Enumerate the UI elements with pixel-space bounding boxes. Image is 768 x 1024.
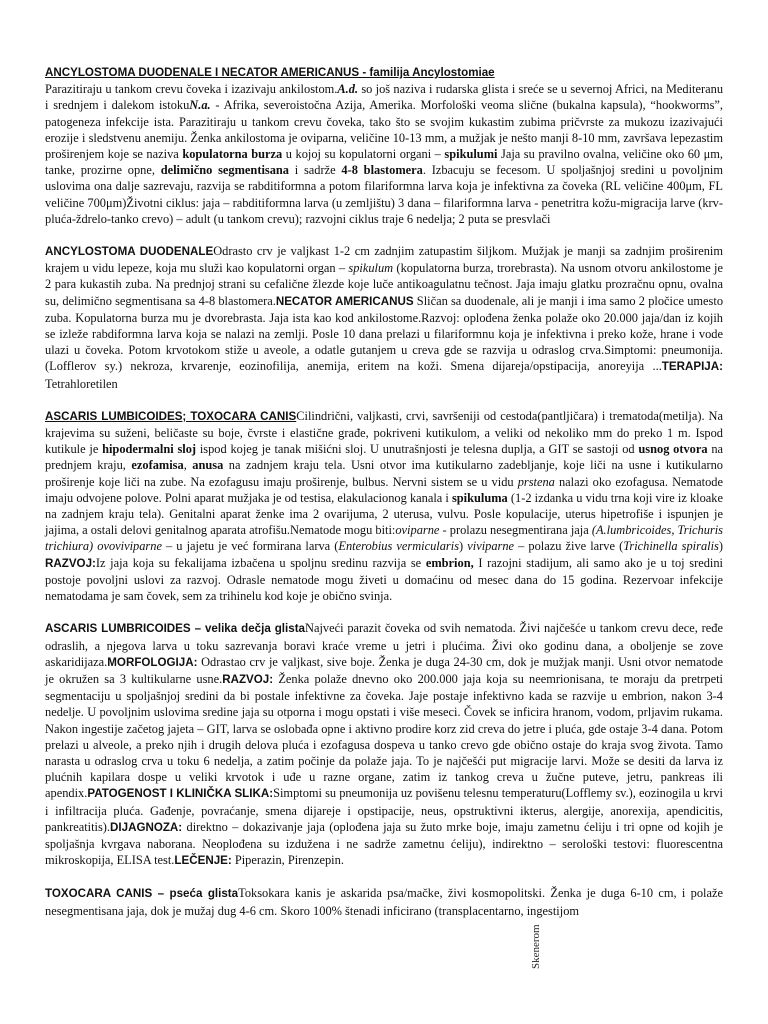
- section-title: ASCARIS LUMBRICOIDES – velika dečja glista: [45, 622, 306, 636]
- bold-term: spikuluma: [451, 490, 508, 505]
- section-title: ANCYLOSTOMA DUODENALE I NECATOR AMERICANUS - familija Ancylostomiae: [45, 66, 495, 79]
- paragraph-text: - Afrika, severoistočna Azija, Amerika. Morfološki veoma slične (bukalna kapsula), “hookworms”, patogeneza infekcije ista. Parazitiraju u tankom crevu čoveka, tako što se svojim kukastim zubima pričvrste za mukozu izazivajući erozije i sledstvenu anemiju. Ženka ankilostoma je oviparna, veličine 10-13 mm, a mužjak je nešto manji 8-10 mm, završava lepezastim proširenjem koje se naziva: [45, 98, 723, 162]
- bold-term: usnog otvora: [638, 442, 708, 457]
- paragraph-text: ispod kojeg je tanak mišićni sloj. U unutrašnjosti je telesna duplja, a GIT se sastoji od: [196, 442, 639, 457]
- paragraph-text: Toksokara kanis je askarida psa/mačke, živi kosmopolitski. Ženka je duga 6-10 cm, i polaže nesegmentisana jaja, dok je mužaj dug 4-6 cm. Skoro 100% štenadi inficirano (transplacentarno, ingestijom: [45, 886, 723, 918]
- section-ascaris-lumbricoides: [45, 620, 723, 869]
- section-title: ASCARIS LUMBICOIDES; TOXOCARA CANIS: [45, 409, 297, 423]
- bold-term: delimično segmentisana: [160, 163, 289, 178]
- section-ascaris-toxocara: [45, 408, 723, 604]
- paragraph-text: (kopulatorna burza, trorebrasta). Na usnom otvoru ankilostome je 2 para kukastih zuba. Na prednjoj strani su cefalične žlezde koje luče antikoagulatnu tečnost. Jaja imaju glatku prozračnu opnu, ovalna su, delimično segmentisana sa 4-8 blastomera.: [45, 261, 723, 308]
- emphasis-text: (A.lumbricoides, Trichuris trichiura) ovoviviparne: [45, 523, 724, 554]
- paragraph-text: so još naziva i rudarska glista i sreće se u severnoj Africi, na Mediteranu i srednjem i dalekom istoku: [45, 82, 724, 113]
- bold-term: anusa: [192, 458, 224, 473]
- emphasis-text: prstena: [517, 474, 555, 489]
- paragraph-text: ,: [183, 458, 193, 473]
- paragraph-text: ): [718, 539, 723, 554]
- paragraph-text: I razojni stadijum, ali samo ako je u toj sredini postoje povoljni uslovi za razvoj. Odrasle nematode mogu živeti u domaćinu od mesec dana do 15 godina. Rezervoar infekcije nematodama je sam čovek, sem za trihinelu kod koje je obično svinja.: [45, 555, 723, 604]
- paragraph-text: Jaja su pravilno ovalna, veličine oko 60 μm, tanke, prozirne opne,: [45, 147, 724, 178]
- paragraph-text: Tetrahloretilen: [45, 376, 118, 391]
- paragraph-text: Parazitiraju u tankom crevu čoveka i izazivaju ankilostom.: [45, 82, 338, 97]
- section-toxocara-canis: [45, 885, 723, 918]
- section-title: TOXOCARA CANIS – pseća glista: [45, 887, 239, 901]
- inline-heading: PATOGENOST I KLINIČKA SLIKA:: [87, 787, 274, 801]
- paragraph-text: Sličan sa duodenale, ali je manji i ima samo 2 pločice umesto zuba. Kopulatorna burza mu je dvorebrasta. Jaja ista kao kod ankilostome.Razvoj: oplođena ženka polaže oko 20.000 jaja/dan iz kojih se izleže rabdiformna larva koja se nalazi na zemlji. Posle 10 dana prelazi u filariformnu koja je infektivna i preko kože, hrane i vode ulazi u čoveka. Potom krvotokom stiže u aveole, a odatle gutanjem u creva gde se razvija u odraslog crva.Simptomi: pneumonija. (Lofflerov sy.) nekroza, krvarenje, eozinofilija, anemija, eritem na koži. Smena dijareja/opstipacija, anoreyija ...: [45, 293, 724, 374]
- inline-heading: NECATOR AMERICANUS: [275, 294, 414, 308]
- paragraph-text: direktno – dokazivanje jaja (oplođena jaja su žuto mrke boje, imaju zametnu ćeliju i tri opne od kojih je spoljašnja kvrgava naborana. Neoplođena su izdužena i ne sadrže zametnu ćeliju), indirektno – serološki testovi: fluorescentna mikroskopija, ELISA test.: [45, 819, 723, 868]
- section-ancylostoma-necator: [45, 64, 723, 227]
- bold-term: embrion,: [425, 555, 474, 570]
- bold-term: ezofamisa: [131, 458, 184, 473]
- bold-term: 4-8 blastomera: [341, 163, 423, 178]
- paragraph-text: na prednjem kraju,: [45, 442, 724, 473]
- emphasis-text: Trichinella spiralis: [623, 539, 719, 554]
- paragraph-text: u kojoj su kopulatorni organi –: [282, 147, 445, 162]
- paragraph-text: - prolazu nesegmentirana jaja: [439, 523, 592, 538]
- inline-heading: MORFOLOGIJA:: [107, 655, 198, 669]
- emphasis-text: A.d.: [337, 82, 359, 97]
- paragraph-text: Najveći parazit čoveka od svih nematoda. Živi najčešće u tankom crevu dece, ređe odraslih, a njegova larva u toku sazrevanja boravi kraće vreme u jetri i plućima. Živi oko godinu dana, a oboljenje se zove askaridijaza.: [45, 621, 724, 669]
- bold-term: kopulatorna burza: [182, 147, 283, 162]
- paragraph-text: Odrasto crv je valjkast 1-2 cm zadnjim zatupastim šiljkom. Mužjak je manji sa zadnjim proširenim krajem u vidu lepeze, koja mu služi kao kopulatorni organ –: [45, 244, 724, 276]
- emphasis-text: Enterobius vermicularis: [338, 539, 460, 554]
- margin-watermark: Skenerom: [530, 924, 542, 969]
- paragraph-text: Iz jaja koja su fekalijama izbačena u spoljnu sredinu razvija se: [95, 555, 426, 570]
- paragraph-text: (1-2 izdanka u vidu trna koji vire iz kloake na zadnjem kraju tela). Genitalni aparat ženke ima 2 ovarijuma, 2 uterusa, vulvu. Posle kopulacije, uterus hipetrofiše i ispunjen je jajima, a ostali delovi genitalnog aparata atrofišu.Nematode mogu biti:: [45, 490, 724, 538]
- bold-term: hipodermalni sloj: [102, 442, 197, 457]
- emphasis-text: viviparne: [467, 539, 515, 554]
- paragraph-text: Cilindrični, valjkasti, crvi, savršeniji od cestoda(pantljičara) i trematoda(metilja). Na krajevima su suženi, beličaste su boje, čvrste i elastične građe, pokriveni kutikulom, a veliki od nekoliko mm do preko 1 m. Ispod kutikule je: [45, 408, 723, 457]
- bold-term: spikulumi: [444, 147, 498, 162]
- paragraph-text: Piperazin, Pirenzepin.: [231, 853, 344, 868]
- paragraph-text: Simptomi su pneumonija uz povišenu telesnu temperaturu(Lofflemy sv.), eozinogila u krvi i infiltracija pluća. Gađenje, povraćanje, smena dijareje i opstipacije, neus, opstruktivni ikterus, alergije, anorexija, apendicitis, pankreatitis).: [45, 786, 723, 834]
- paragraph-text: nalazi oko ezofagusa. Nematode imaju odvojene polove. Polni aparat mužjaka je od testisa, elakulacionog kanala i: [45, 474, 723, 505]
- paragraph-text: . Izbacuju se fecesom. U spoljašnjoj sredini u povoljnim uslovima ona dalje sazrevaju, razvija se rabditiformna a potom filariformna larva koja je infektivna za čoveka (RL veličine 400μm, FL veličine 700μm)Životni ciklus: jaja – rabditiformna larva (u zemljištu) 3 dana – filariformna larva - penetritra kožu-migracija larve (krv-pluća-ždrelo-tanko crevo) – adult (u tankom crevu); razvojni ciklus traje 6 nedelja; 2 puta se presvlači: [45, 163, 723, 226]
- emphasis-text: oviparne: [395, 523, 440, 538]
- inline-heading: DIJAGNOZA:: [110, 820, 183, 834]
- paragraph-text: i sadrže: [289, 163, 342, 178]
- paragraph-text: Odrastao crv je valjkast, sive boje. Ženka je duga 24-30 cm, dok je mužjak manji. Usni otvor nematode je okružen sa 3 kultikularne usne.: [45, 654, 723, 686]
- inline-heading: RAZVOJ:: [45, 556, 96, 570]
- emphasis-text: spikulum: [348, 261, 394, 276]
- paragraph-text: ): [459, 539, 468, 554]
- emphasis-text: N.a.: [189, 98, 211, 113]
- inline-heading: LEČENJE:: [174, 854, 232, 868]
- inline-heading: RAZVOJ:: [222, 672, 274, 686]
- section-ancylostoma-duodenale: [45, 243, 723, 392]
- paragraph-text: na zadnjem kraju tela. Usni otvor ima kutikularno zadebljanje, koje liči na usne i kutikularno proširenje koje liči na zube. Na ezofagusu imaju proširenje, bulbus. Nervni sistem se u vidu: [45, 458, 723, 489]
- paragraph-text: – polazu žive larve (: [514, 539, 624, 554]
- paragraph-text: – u jajetu je već formirana larva (: [161, 539, 339, 554]
- paragraph-text: Ženka polaže dnevno oko 200.000 jaja koja su neemrionisana, te moraju da pretrpeti segmentaciju u spoljašnjoj sredini da bi postale infektivne za čoveka. Jaje postaje infektivno kada se razvije u embrion, nakon 3-4 nedelje. U povoljnim uslovima sredine jaja su otporna i mogu opstati i više meseci. Čovek se inficira hranom, vodom, prljavim rukama. Nakon ingestije začetog jajeta – GIT, larva se oslobađa opne i aktivno prodire korz zid creva do jetre i pluća, gde ostaje 3-4 dana. Potom prelazi u alveole, a preko njih i drugih delova pluća i ezofagusa dospeva u tanko crevo gde obično ostaje do kraja svog života. Tamo narasta u odraslog crva u toku 6 nedelja, a zatim počinje da polaže jaja. To je najčešći put migracije larvi. Može se desiti da larva iz plućnih kapilara dospe u veliki krvotok i uđe u razne organe, zatim iz tankog creva u žučne puteve, jetru, pankreas ili apendix.: [45, 671, 723, 801]
- document-body: [45, 64, 723, 935]
- section-title: ANCYLOSTOMA DUODENALE: [45, 245, 214, 259]
- inline-heading: TERAPIJA:: [661, 360, 723, 374]
